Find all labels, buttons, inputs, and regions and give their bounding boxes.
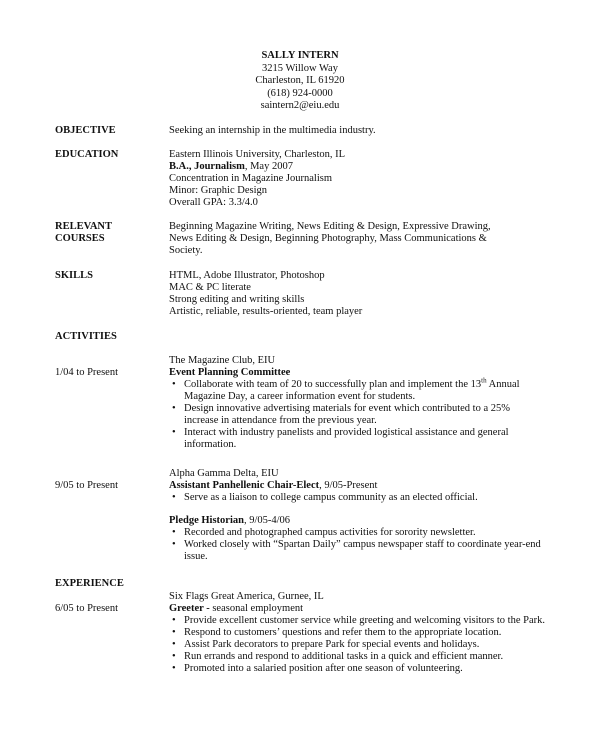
street-address: 3215 Willow Way [262, 62, 338, 74]
school-name: Eastern Illinois University, Charleston, IL [169, 149, 346, 160]
role-date: , 9/05-Present [319, 480, 378, 491]
bullet-text: Run errands and respond to additional tasks in a quick and efficient manner. [184, 651, 504, 662]
email-address: saintern2@eiu.edu [260, 100, 340, 111]
role-description: seasonal employment [209, 603, 304, 614]
list-item [169, 639, 559, 651]
bullet-text: Interact with industry panelists and provided logistical assistance and general [184, 427, 509, 438]
bullet-list [169, 615, 559, 675]
bullet-text: Promoted into a salaried position after one season of volunteering. [184, 663, 463, 674]
bullet-text: Assist Park decorators to prepare Park for special events and holidays. [184, 639, 480, 650]
bullet-icon: • [172, 427, 176, 438]
list-item [169, 376, 559, 403]
list-item [169, 539, 559, 563]
superscript: th [481, 376, 487, 385]
courses-label [55, 221, 165, 245]
role-title: Event Planning Committee [169, 367, 291, 378]
bullet-list [169, 492, 559, 504]
sorority-date: 9/05 to Present [55, 480, 118, 491]
courses-line: Society. [169, 245, 203, 256]
objective-text: Seeking an internship in the multimedia industry. [169, 125, 376, 136]
list-item [169, 403, 559, 427]
organization-name: Alpha Gamma Delta, EIU [169, 468, 279, 479]
bullet-text: information. [184, 439, 237, 450]
bullet-text: increase in attendance from the previous year. [184, 415, 377, 426]
courses-line: Beginning Magazine Writing, News Editing & Design, Expressive Drawing, [169, 221, 491, 232]
bullet-icon: • [172, 539, 176, 550]
courses-line: News Editing & Design, Beginning Photography, Mass Communications & [169, 233, 487, 244]
education-section [169, 149, 559, 209]
employer-name: Six Flags Great America, Gurnee, IL [169, 591, 324, 602]
list-item [169, 627, 559, 639]
role-line [169, 480, 559, 492]
list-item [169, 527, 559, 539]
bullet-text: Respond to customers’ questions and refer them to the appropriate location. [184, 627, 502, 638]
degree-line [169, 161, 559, 173]
organization-name: The Magazine Club, EIU [169, 355, 276, 366]
degree-date: , May 2007 [244, 161, 293, 172]
skill-item: MAC & PC literate [169, 282, 251, 293]
bullet-icon: • [172, 527, 176, 538]
applicant-name: SALLY INTERN [261, 50, 339, 61]
bullet-text: Recorded and photographed campus activities for sorority newsletter. [184, 527, 476, 538]
degree: B.A., Journalism [169, 161, 245, 172]
bullet-text: Annual [486, 379, 520, 390]
skill-item: Strong editing and writing skills [169, 294, 305, 305]
courses-label-line1: RELEVANT [55, 221, 112, 232]
list-item [169, 663, 559, 675]
bullet-text: Collaborate with team of 20 to successfully plan and implement the 13 [184, 379, 482, 390]
activities-label: ACTIVITIES [55, 331, 117, 342]
bullet-icon: • [172, 403, 176, 414]
education-label: EDUCATION [55, 149, 119, 160]
city-state-zip: Charleston, IL 61920 [255, 75, 345, 86]
bullet-icon: • [172, 379, 176, 390]
experience-date: 6/05 to Present [55, 603, 118, 614]
role-title: Greeter - [169, 603, 210, 614]
bullet-icon: • [172, 627, 176, 638]
role-title: Pledge Historian [169, 515, 244, 526]
bullet-text: Magazine Day, a career information event for students. [184, 391, 416, 402]
bullet-text: Provide excellent customer service while greeting and welcoming visitors to the Park. [184, 615, 545, 626]
bullet-icon: • [172, 492, 176, 503]
list-item [169, 427, 559, 451]
skills-label: SKILLS [55, 270, 93, 281]
magazine-club-entry [169, 355, 559, 451]
gpa: Overall GPA: 3.3/4.0 [169, 197, 258, 208]
bullet-icon: • [172, 615, 176, 626]
minor: Minor: Graphic Design [169, 185, 267, 196]
bullet-list [169, 376, 559, 451]
bullet-icon: • [172, 663, 176, 674]
bullet-icon: • [172, 639, 176, 650]
list-item [169, 651, 559, 663]
objective-label: OBJECTIVE [55, 125, 116, 136]
bullet-text: Worked closely with “Spartan Daily” campus newspaper staff to coordinate year-end [184, 539, 541, 550]
resume-header [0, 50, 600, 113]
role-date: , 9/05-4/06 [243, 515, 291, 526]
bullet-text: Serve as a liaison to college campus community as an elected official. [184, 492, 478, 503]
list-item [169, 492, 559, 504]
list-item [169, 615, 559, 627]
magazine-club-date: 1/04 to Present [55, 367, 118, 378]
skill-item: Artistic, reliable, results-oriented, team player [169, 306, 363, 317]
skill-item: HTML, Adobe Illustrator, Photoshop [169, 270, 325, 281]
courses-label-line2: COURSES [55, 233, 105, 244]
concentration: Concentration in Magazine Journalism [169, 173, 333, 184]
sorority-entry [169, 468, 559, 563]
bullet-list [169, 527, 559, 563]
experience-section [169, 591, 559, 675]
bullet-text: Design innovative advertising materials for event which contributed to a 25% [184, 403, 510, 414]
experience-label: EXPERIENCE [55, 578, 124, 589]
objective-section [169, 125, 559, 137]
role-line [169, 603, 559, 615]
bullet-text: issue. [184, 551, 208, 562]
courses-section [169, 221, 559, 257]
role-line [169, 515, 559, 527]
bullet-icon: • [172, 651, 176, 662]
phone-number: (618) 924-0000 [267, 87, 333, 99]
skills-section [169, 270, 559, 318]
role-title: Assistant Panhellenic Chair-Elect [169, 480, 320, 491]
